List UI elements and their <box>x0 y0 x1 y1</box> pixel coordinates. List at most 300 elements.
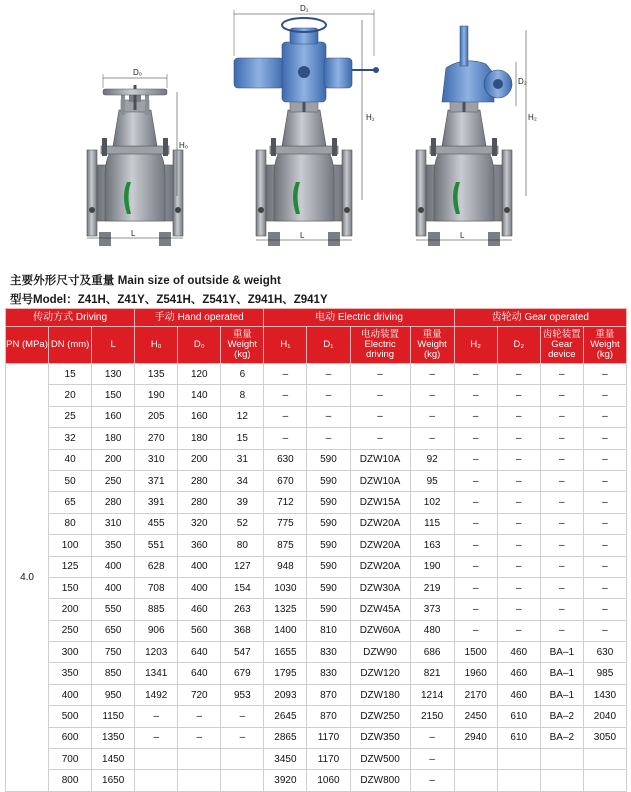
table-cell: 219 <box>410 577 454 598</box>
table-cell: 6 <box>221 364 264 385</box>
table-cell: 8 <box>221 385 264 406</box>
col-h0: H₀ <box>135 327 178 364</box>
table-cell: 1450 <box>92 749 135 770</box>
table-cell: – <box>178 706 221 727</box>
table-row <box>6 642 627 663</box>
table-cell: – <box>410 406 454 427</box>
table-cell: 120 <box>178 364 221 385</box>
table-cell: 270 <box>135 428 178 449</box>
table-cell: 150 <box>92 385 135 406</box>
table-cell: – <box>497 428 540 449</box>
table-cell: – <box>583 492 626 513</box>
table-row <box>6 727 627 748</box>
table-row <box>6 577 627 598</box>
table-cell <box>497 770 540 791</box>
table-cell: – <box>497 492 540 513</box>
table-cell: – <box>454 599 497 620</box>
table-row <box>6 449 627 470</box>
table-cell: 1960 <box>454 663 497 684</box>
table-cell: 350 <box>92 535 135 556</box>
group-gear: 齿轮动 Gear operated <box>454 309 626 327</box>
table-cell: DZW60A <box>350 620 410 641</box>
table-cell: – <box>454 535 497 556</box>
table-cell: 80 <box>49 513 92 534</box>
table-cell: 371 <box>135 470 178 491</box>
table-cell: 32 <box>49 428 92 449</box>
table-cell: – <box>583 556 626 577</box>
table-cell: 368 <box>221 620 264 641</box>
l-left-label: L <box>131 229 136 238</box>
table-cell: 34 <box>221 470 264 491</box>
table-cell <box>497 749 540 770</box>
table-cell: – <box>497 535 540 556</box>
table-cell: – <box>540 449 583 470</box>
table-cell: 102 <box>410 492 454 513</box>
table-cell: 163 <box>410 535 454 556</box>
table-cell: – <box>540 470 583 491</box>
table-cell: 400 <box>178 577 221 598</box>
table-cell <box>583 770 626 791</box>
table-row <box>6 749 627 770</box>
table-cell: – <box>583 470 626 491</box>
table-cell: 610 <box>497 706 540 727</box>
table-cell: 480 <box>410 620 454 641</box>
table-cell: – <box>583 364 626 385</box>
table-cell <box>540 749 583 770</box>
table-cell: – <box>497 556 540 577</box>
col-d0: D₀ <box>178 327 221 364</box>
table-cell: 2040 <box>583 706 626 727</box>
table-cell: 1655 <box>264 642 307 663</box>
table-cell: – <box>307 428 350 449</box>
table-cell: 1795 <box>264 663 307 684</box>
gear-valve-drawing <box>416 26 537 246</box>
table-cell: 80 <box>221 535 264 556</box>
table-cell: 628 <box>135 556 178 577</box>
table-cell: 1170 <box>307 727 350 748</box>
table-cell <box>135 770 178 791</box>
table-cell: 400 <box>92 556 135 577</box>
table-cell: 140 <box>178 385 221 406</box>
table-cell: 850 <box>92 663 135 684</box>
table-cell: 154 <box>221 577 264 598</box>
d2-label: D₂ <box>518 77 527 86</box>
table-cell: – <box>410 749 454 770</box>
table-cell: 630 <box>264 449 307 470</box>
table-cell: – <box>540 364 583 385</box>
table-cell: – <box>454 492 497 513</box>
table-cell: 280 <box>178 492 221 513</box>
table-cell: 373 <box>410 599 454 620</box>
table-cell: – <box>583 577 626 598</box>
table-cell: – <box>540 428 583 449</box>
table-cell: 350 <box>49 663 92 684</box>
table-cell <box>454 770 497 791</box>
table-cell <box>221 749 264 770</box>
table-row <box>6 406 627 427</box>
table-row <box>6 620 627 641</box>
table-cell: 460 <box>497 663 540 684</box>
table-cell: 150 <box>49 577 92 598</box>
table-cell: 500 <box>49 706 92 727</box>
table-cell: – <box>540 513 583 534</box>
section-title: 主要外形尺寸及重量 Main size of outside & weight <box>10 275 281 287</box>
table-cell: DZW180 <box>350 684 410 705</box>
table-cell: 1500 <box>454 642 497 663</box>
table-cell: – <box>221 706 264 727</box>
table-row <box>6 492 627 513</box>
table-row <box>6 428 627 449</box>
pn-cell: 4.0 <box>6 364 49 792</box>
table-cell <box>178 749 221 770</box>
table-cell: 1400 <box>264 620 307 641</box>
table-cell: – <box>410 385 454 406</box>
table-cell: – <box>454 449 497 470</box>
table-cell: 263 <box>221 599 264 620</box>
table-cell: – <box>264 364 307 385</box>
table-cell: 2940 <box>454 727 497 748</box>
table-cell: 460 <box>497 642 540 663</box>
table-cell: – <box>410 727 454 748</box>
table-cell: 1030 <box>264 577 307 598</box>
table-cell: – <box>350 406 410 427</box>
col-weight-hand: 重量 Weight (kg) <box>221 327 264 364</box>
table-cell: 3920 <box>264 770 307 791</box>
table-cell <box>454 749 497 770</box>
table-cell: – <box>454 620 497 641</box>
table-cell: 130 <box>92 364 135 385</box>
table-row <box>6 364 627 385</box>
table-cell: – <box>350 428 410 449</box>
table-cell: – <box>583 620 626 641</box>
table-cell: BA–1 <box>540 642 583 663</box>
table-cell: 590 <box>307 535 350 556</box>
table-cell: DZW20A <box>350 556 410 577</box>
table-row <box>6 599 627 620</box>
table-cell: 2645 <box>264 706 307 727</box>
table-cell: DZW45A <box>350 599 410 620</box>
table-cell: 1060 <box>307 770 350 791</box>
table-row <box>6 470 627 491</box>
table-cell: – <box>497 620 540 641</box>
table-cell: BA–1 <box>540 684 583 705</box>
table-cell: 590 <box>307 492 350 513</box>
table-cell: – <box>540 599 583 620</box>
table-cell: – <box>350 385 410 406</box>
table-cell: 190 <box>410 556 454 577</box>
table-cell: 1492 <box>135 684 178 705</box>
valve-drawings <box>0 0 631 262</box>
table-cell: – <box>350 364 410 385</box>
table-cell: BA–1 <box>540 663 583 684</box>
table-cell: – <box>135 727 178 748</box>
table-cell: 310 <box>135 449 178 470</box>
table-cell: 310 <box>92 513 135 534</box>
table-cell: – <box>454 577 497 598</box>
table-cell: 190 <box>135 385 178 406</box>
table-cell: 2865 <box>264 727 307 748</box>
table-cell: – <box>307 364 350 385</box>
table-row <box>6 684 627 705</box>
table-cell: – <box>454 428 497 449</box>
group-electric: 电动 Electric driving <box>264 309 454 327</box>
table-cell: DZW250 <box>350 706 410 727</box>
table-cell: 125 <box>49 556 92 577</box>
table-cell: 590 <box>307 513 350 534</box>
table-cell: 708 <box>135 577 178 598</box>
table-cell: 1430 <box>583 684 626 705</box>
table-cell: 700 <box>49 749 92 770</box>
col-d1: D₁ <box>307 327 350 364</box>
table-cell: 3050 <box>583 727 626 748</box>
hand-valve-drawing <box>87 68 188 246</box>
table-cell: 640 <box>178 642 221 663</box>
table-cell: 590 <box>307 449 350 470</box>
table-cell: DZW120 <box>350 663 410 684</box>
table-row <box>6 556 627 577</box>
table-cell: 320 <box>178 513 221 534</box>
dimension-weight-table <box>5 308 627 792</box>
table-cell: 200 <box>92 449 135 470</box>
d0-label: D₀ <box>133 68 143 77</box>
group-hand: 手动 Hand operated <box>135 309 264 327</box>
table-cell: 547 <box>221 642 264 663</box>
table-cell: 830 <box>307 642 350 663</box>
table-cell: 590 <box>307 599 350 620</box>
col-d2: D₂ <box>497 327 540 364</box>
table-cell: DZW20A <box>350 513 410 534</box>
table-row <box>6 663 627 684</box>
table-cell: DZW90 <box>350 642 410 663</box>
table-cell: 885 <box>135 599 178 620</box>
table-cell: DZW500 <box>350 749 410 770</box>
table-cell: 180 <box>92 428 135 449</box>
table-cell: 2093 <box>264 684 307 705</box>
d1-label: D₁ <box>300 4 309 13</box>
table-cell: – <box>540 406 583 427</box>
table-cell: 200 <box>178 449 221 470</box>
table-cell: – <box>583 599 626 620</box>
table-cell: 15 <box>49 364 92 385</box>
table-cell: 1650 <box>92 770 135 791</box>
table-cell: – <box>497 470 540 491</box>
table-cell: 460 <box>178 599 221 620</box>
table-cell: – <box>454 513 497 534</box>
table-cell: 650 <box>92 620 135 641</box>
table-cell: 2170 <box>454 684 497 705</box>
table-cell <box>135 749 178 770</box>
table-cell: 25 <box>49 406 92 427</box>
table-cell: 135 <box>135 364 178 385</box>
table-cell: – <box>454 556 497 577</box>
table-cell: 20 <box>49 385 92 406</box>
table-cell: 65 <box>49 492 92 513</box>
table-cell <box>583 749 626 770</box>
table-cell: 280 <box>92 492 135 513</box>
table-cell: 590 <box>307 470 350 491</box>
table-cell: BA–2 <box>540 727 583 748</box>
table-cell: – <box>497 385 540 406</box>
table-cell: – <box>307 385 350 406</box>
table-cell: 180 <box>178 428 221 449</box>
table-cell: 560 <box>178 620 221 641</box>
table-cell: 250 <box>49 620 92 641</box>
table-cell: 610 <box>497 727 540 748</box>
col-weight-gear: 重量 Weight (kg) <box>583 327 626 364</box>
table-cell: 985 <box>583 663 626 684</box>
table-body <box>6 364 627 792</box>
table-cell: – <box>583 406 626 427</box>
table-cell: 830 <box>307 663 350 684</box>
table-cell: 460 <box>497 684 540 705</box>
table-cell: – <box>583 385 626 406</box>
table-cell <box>221 770 264 791</box>
l-right-label: L <box>460 231 465 240</box>
table-cell: 3450 <box>264 749 307 770</box>
table-cell: 720 <box>178 684 221 705</box>
table-cell: – <box>540 535 583 556</box>
table-cell: 550 <box>92 599 135 620</box>
table-cell: – <box>583 535 626 556</box>
table-cell <box>540 770 583 791</box>
table-row <box>6 706 627 727</box>
table-cell: 821 <box>410 663 454 684</box>
table-row <box>6 535 627 556</box>
h0-label: H₀ <box>179 141 189 150</box>
col-h2: H₂ <box>454 327 497 364</box>
table-cell: 280 <box>178 470 221 491</box>
table-cell: 12 <box>221 406 264 427</box>
table-cell: – <box>497 364 540 385</box>
table-cell: DZW10A <box>350 449 410 470</box>
table-cell: – <box>497 513 540 534</box>
table-cell: 712 <box>264 492 307 513</box>
table-cell: 2450 <box>454 706 497 727</box>
table-cell <box>178 770 221 791</box>
table-cell: 875 <box>264 535 307 556</box>
table-cell: 127 <box>221 556 264 577</box>
table-cell: 200 <box>49 599 92 620</box>
table-cell: – <box>540 620 583 641</box>
table-cell: 52 <box>221 513 264 534</box>
table-cell: DZW800 <box>350 770 410 791</box>
table-cell: DZW10A <box>350 470 410 491</box>
table-cell: 679 <box>221 663 264 684</box>
table-cell: 870 <box>307 684 350 705</box>
table-cell: 630 <box>583 642 626 663</box>
h1-label: H₁ <box>366 113 375 122</box>
table-cell: 1341 <box>135 663 178 684</box>
table-cell: – <box>410 770 454 791</box>
table-cell: 953 <box>221 684 264 705</box>
col-weight-electric: 重量 Weight (kg) <box>410 327 454 364</box>
table-cell: – <box>497 449 540 470</box>
table-cell: 31 <box>221 449 264 470</box>
table-cell: 1203 <box>135 642 178 663</box>
table-cell: 906 <box>135 620 178 641</box>
table-cell: 15 <box>221 428 264 449</box>
table-cell: – <box>264 406 307 427</box>
electric-valve-drawing <box>234 4 379 246</box>
table-cell: 205 <box>135 406 178 427</box>
col-gear-device: 齿轮装置 Gear device <box>540 327 583 364</box>
table-cell: 95 <box>410 470 454 491</box>
table-cell: BA–2 <box>540 706 583 727</box>
table-cell: – <box>221 727 264 748</box>
table-cell: – <box>454 364 497 385</box>
table-cell: 870 <box>307 706 350 727</box>
table-cell: – <box>540 492 583 513</box>
table-cell: – <box>135 706 178 727</box>
group-driving: 传动方式 Driving <box>6 309 135 327</box>
table-cell: 948 <box>264 556 307 577</box>
table-cell: 590 <box>307 556 350 577</box>
table-cell: 400 <box>178 556 221 577</box>
table-cell: 950 <box>92 684 135 705</box>
table-cell: DZW350 <box>350 727 410 748</box>
table-cell: 551 <box>135 535 178 556</box>
table-cell: – <box>410 364 454 385</box>
h2-label: H₂ <box>528 113 537 122</box>
table-cell: 750 <box>92 642 135 663</box>
col-pn: PN (MPa) <box>6 327 49 364</box>
table-cell: 160 <box>92 406 135 427</box>
table-cell: 600 <box>49 727 92 748</box>
table-cell: – <box>307 406 350 427</box>
table-cell: – <box>540 556 583 577</box>
table-cell: 160 <box>178 406 221 427</box>
col-dn: DN (mm) <box>49 327 92 364</box>
table-row <box>6 513 627 534</box>
table-cell: 800 <box>49 770 92 791</box>
table-cell: 391 <box>135 492 178 513</box>
table-cell: DZW30A <box>350 577 410 598</box>
table-cell: 39 <box>221 492 264 513</box>
table-cell: 1214 <box>410 684 454 705</box>
table-cell: 640 <box>178 663 221 684</box>
table-cell: 360 <box>178 535 221 556</box>
table-cell: 1325 <box>264 599 307 620</box>
col-l: L <box>92 327 135 364</box>
table-cell: – <box>540 577 583 598</box>
table-cell: 50 <box>49 470 92 491</box>
table-cell: 400 <box>92 577 135 598</box>
table-cell: – <box>454 406 497 427</box>
table-cell: 40 <box>49 449 92 470</box>
table-cell: – <box>454 470 497 491</box>
table-cell: – <box>540 385 583 406</box>
table-cell: – <box>264 385 307 406</box>
table-cell: – <box>583 428 626 449</box>
table-cell: 810 <box>307 620 350 641</box>
col-electric-device: 电动装置 Electric driving <box>350 327 410 364</box>
table-cell: 670 <box>264 470 307 491</box>
table-cell: 400 <box>49 684 92 705</box>
table-cell: DZW15A <box>350 492 410 513</box>
table-cell: DZW20A <box>350 535 410 556</box>
table-cell: 686 <box>410 642 454 663</box>
table-cell: – <box>583 449 626 470</box>
table-row <box>6 385 627 406</box>
l-mid-label: L <box>300 231 305 240</box>
table-cell: – <box>410 428 454 449</box>
table-cell: – <box>178 727 221 748</box>
table-cell: 250 <box>92 470 135 491</box>
table-cell: 2150 <box>410 706 454 727</box>
col-h1: H₁ <box>264 327 307 364</box>
model-line: 型号Model：Z41H、Z41Y、Z541H、Z541Y、Z941H、Z941Y <box>10 294 328 306</box>
table-cell: – <box>497 577 540 598</box>
